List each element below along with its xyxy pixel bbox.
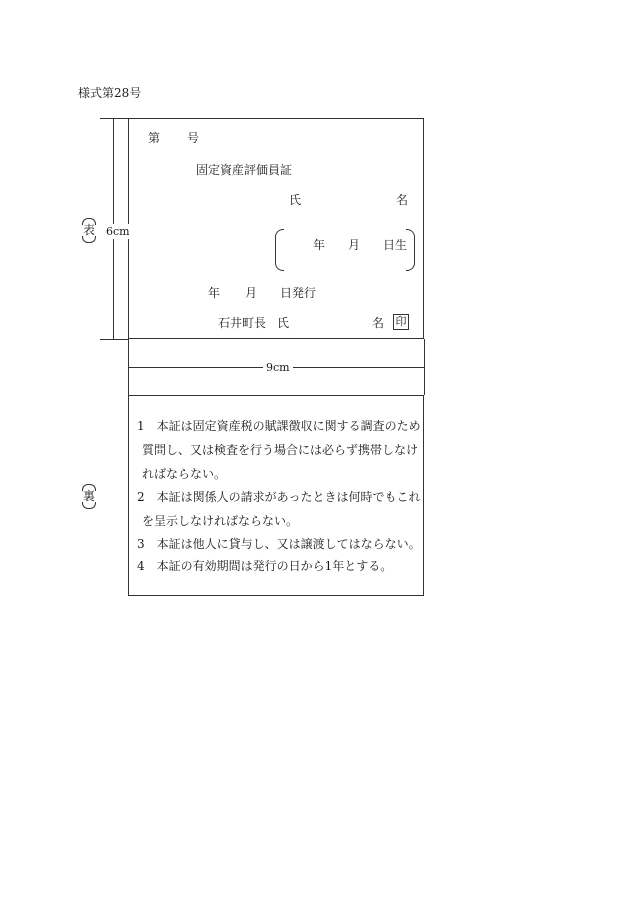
back-note-line-3: ればならない。 <box>142 467 227 481</box>
seal-box: 印 <box>393 314 409 330</box>
issuer-name-right: 名 <box>372 316 385 330</box>
front-card <box>128 118 424 339</box>
issue-month-label: 月 <box>245 286 258 300</box>
back-side-label <box>82 489 96 503</box>
issue-year-label: 年 <box>208 286 221 300</box>
birth-day-label: 日生 <box>383 238 408 252</box>
birth-year-label: 年 <box>313 238 326 252</box>
front-side-arc-bottom <box>82 236 96 243</box>
front-side-label <box>82 223 96 237</box>
certificate-number-suffix: 号 <box>187 131 200 145</box>
back-side-char: 裏 <box>82 489 95 503</box>
back-note-line-2: 質問し、又は検査を行う場合には必らず携帯しなけ <box>142 443 419 457</box>
width-dim-right-extension <box>424 339 425 395</box>
name-label-right: 名 <box>396 193 409 207</box>
back-note-line-6: 3 本証は他人に貸与し、又は譲渡してはならない。 <box>137 537 421 551</box>
back-note-line-4: 2 本証は関係人の請求があったときは何時でもこれ <box>137 490 421 504</box>
back-note-line-1: 1 本証は固定資産税の賦課徴収に関する調査のため <box>137 419 421 433</box>
height-dim-bottom-tick <box>100 339 128 340</box>
birth-bracket-left <box>275 229 284 271</box>
birth-month-label: 月 <box>348 238 361 252</box>
form-number: 様式第28号 <box>78 86 142 100</box>
front-side-char: 表 <box>82 223 95 237</box>
certificate-title: 固定資産評価員証 <box>196 163 293 177</box>
front-side-arc-top <box>82 218 96 225</box>
issuer-name-left: 氏 <box>277 316 290 330</box>
issue-day-label: 日発行 <box>280 286 317 300</box>
height-dim-label: 6cm <box>106 225 130 238</box>
back-note-line-5: を呈示しなければならない。 <box>142 514 299 528</box>
back-note-line-7: 4 本証の有効期間は発行の日から1年とする。 <box>137 559 393 573</box>
name-label-left: 氏 <box>289 193 302 207</box>
issuer-title: 石井町長 <box>218 316 267 330</box>
back-side-arc-top <box>82 484 96 491</box>
birth-bracket-right <box>406 229 415 271</box>
width-dim-label: 9cm <box>263 361 293 374</box>
height-dim-top-tick <box>100 118 128 119</box>
back-side-arc-bottom <box>82 502 96 509</box>
certificate-number-prefix: 第 <box>148 131 161 145</box>
